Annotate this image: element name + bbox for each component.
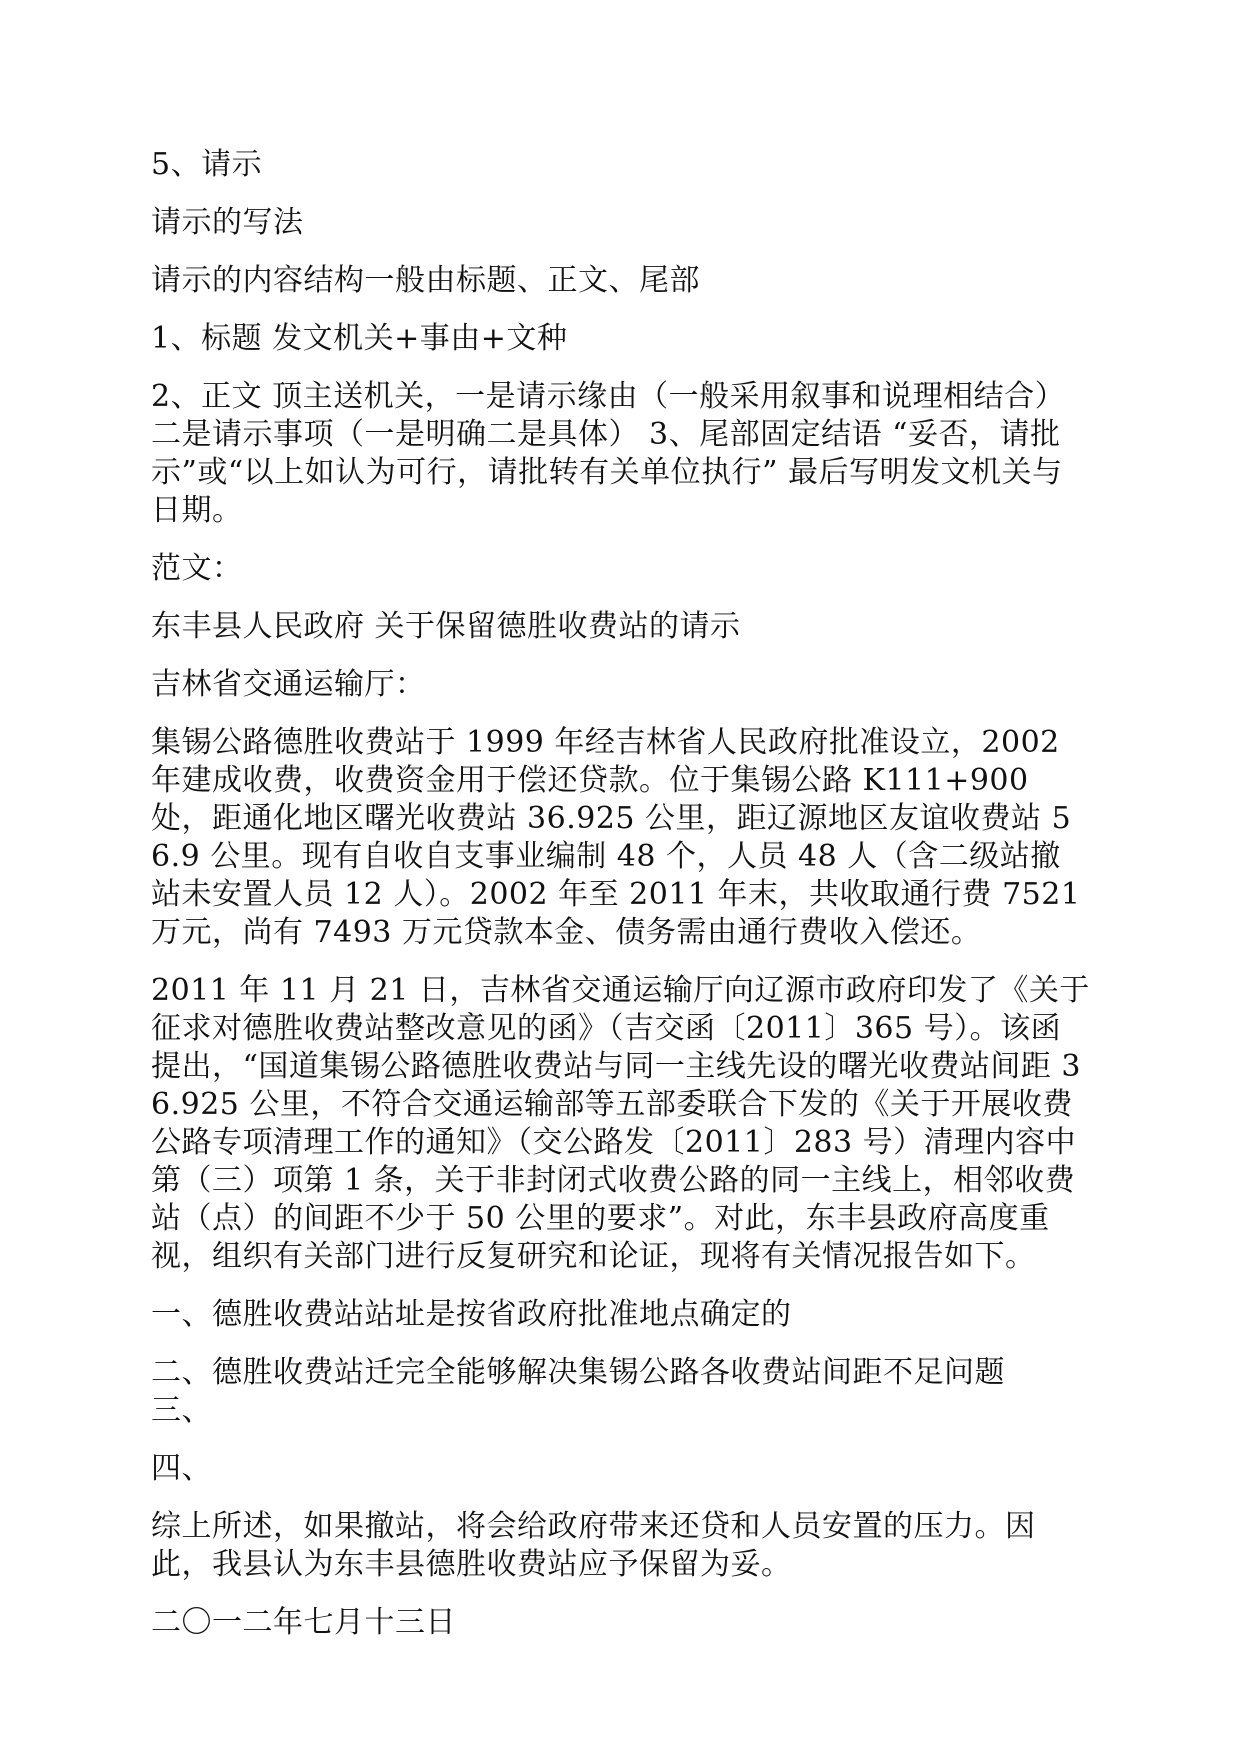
paragraph: 一、德胜收费站站址是按省政府批准地点确定的 bbox=[151, 1297, 792, 1332]
paragraph: 1、标题 发文机关+事由+文种 bbox=[151, 321, 568, 356]
subheading: 请示的写法 bbox=[151, 205, 304, 240]
section-heading: 5、请示 bbox=[151, 147, 263, 182]
document-body bbox=[151, 146, 1091, 1662]
paragraph: 集锡公路德胜收费站于 1999 年经吉林省人民政府批准设立，2002 年建成收费，收费资金用于偿还贷款。位于集锡公路 K111+900 处，距通化地区曙光收费站 36.925 公里，距辽源地区友谊收费站 56.9 公里。现有自收自支事业编制 48 个，人员 48 人（含二级站撤站未安置人员 12 人）。2002 年至 2011 年末，共收取通行费 7521 万元，尚有 7493 万元贷款本金、债务需由通行费收入偿还。 bbox=[151, 725, 1081, 950]
sample-title: 东丰县人民政府 关于保留德胜收费站的请示 bbox=[151, 609, 741, 644]
paragraph: 四、 bbox=[151, 1451, 212, 1486]
paragraph: 综上所述，如果撤站，将会给政府带来还贷和人员安置的压力。因此，我县认为东丰县德胜收费站应予保留为妥。 bbox=[151, 1509, 1036, 1582]
recipient: 吉林省交通运输厅： bbox=[151, 667, 426, 702]
date-line: 二〇一二年七月十三日 bbox=[151, 1605, 456, 1640]
paragraph: 2011 年 11 月 21 日，吉林省交通运输厅向辽源市政府印发了《关于征求对德胜收费站整改意见的函》（吉交函〔2011〕365 号）。该函提出，“国道集锡公路德胜收费站与同一主线先设的曙光收费站间距 36.925 公里，不符合交通运输部等五部委联合下发的《关于开展收费公路专项清理工作的通知》（交公路发〔2011〕283 号）清理内容中第（三）项第 1 条，关于非封闭式收费公路的同一主线上，相邻收费站（点）的间距不少于 50 公里的要求”。对此，东丰县政府高度重视，组织有关部门进行反复研究和论证，现将有关情况报告如下。 bbox=[151, 973, 1090, 1274]
paragraph: 三、 bbox=[151, 1393, 212, 1428]
paragraph: 范文： bbox=[151, 551, 243, 586]
paragraph: 请示的内容结构一般由标题、正文、尾部 bbox=[151, 263, 700, 298]
paragraph: 二、德胜收费站迁完全能够解决集锡公路各收费站间距不足问题 bbox=[151, 1355, 1005, 1390]
paragraph: 2、正文 顶主送机关，一是请示缘由（一般采用叙事和说理相结合）二是请示事项（一是明确二是具体） 3、尾部固定结语 “妥否，请批示”或“以上如认为可行，请批转有关单位执行” 最后写明发文机关与日期。 bbox=[151, 379, 1066, 528]
